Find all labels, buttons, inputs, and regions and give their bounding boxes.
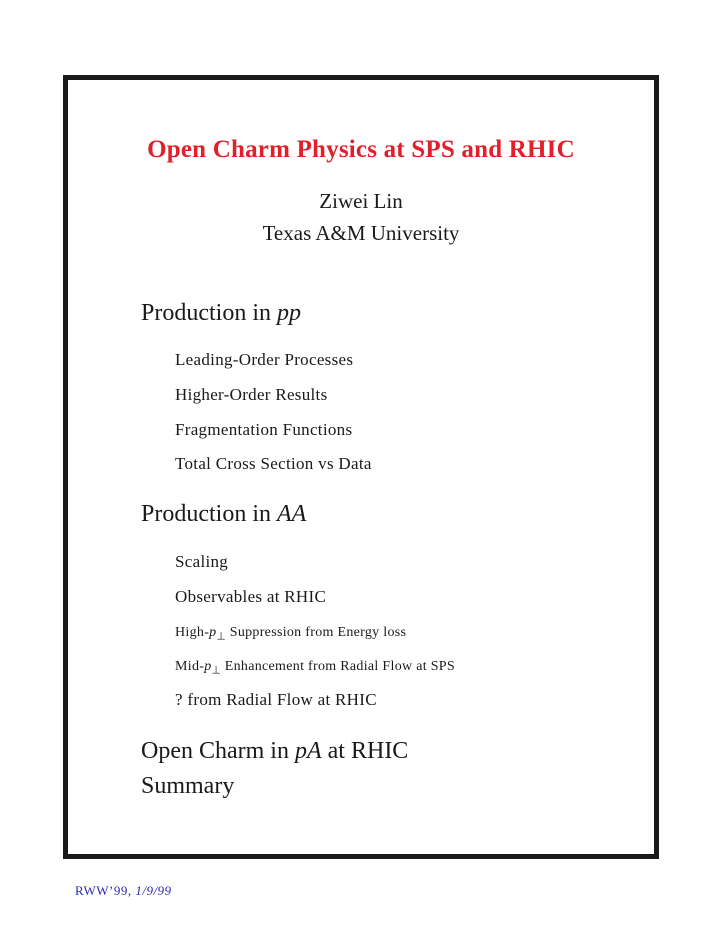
section-label: Production in	[141, 501, 277, 527]
slide-title: Open Charm Physics at SPS and RHIC	[147, 136, 575, 163]
section-heading-pp	[141, 300, 301, 327]
list-item: Fragmentation Functions	[175, 420, 353, 439]
slide-footer	[75, 883, 172, 899]
author-name: Ziwei Lin	[319, 189, 403, 213]
list-item: Scaling	[175, 552, 229, 571]
slide-frame	[63, 75, 659, 859]
list-item: Leading-Order Processes	[175, 350, 354, 369]
section-label: Production in	[141, 300, 277, 326]
item-prefix: High-	[175, 625, 210, 640]
item-prefix: Mid-	[175, 659, 205, 674]
section-heading-aa	[141, 501, 306, 528]
section-math: pp	[277, 300, 301, 326]
footer-conference: RWW’99,	[75, 883, 136, 898]
list-item: Observables at RHIC	[175, 587, 327, 606]
section-label-suffix: at RHIC	[321, 738, 409, 764]
item-subscript: ⊥	[211, 665, 221, 677]
list-item: Total Cross Section vs Data	[175, 454, 372, 473]
item-text: Suppression from Energy loss	[225, 625, 407, 640]
list-item	[175, 659, 455, 677]
section-heading-summary: Summary	[141, 773, 235, 799]
list-item: ? from Radial Flow at RHIC	[175, 690, 377, 709]
item-math: p	[209, 625, 217, 640]
section-label: Open Charm in	[141, 738, 295, 764]
section-heading-pa	[141, 738, 408, 765]
footer-date: 1/9/99	[135, 883, 172, 898]
section-math: AA	[277, 501, 307, 527]
list-item	[175, 625, 406, 643]
item-text: Enhancement from Radial Flow at SPS	[220, 659, 455, 674]
author-affiliation: Texas A&M University	[262, 221, 460, 245]
section-math: pA	[294, 738, 322, 764]
author-block	[68, 185, 654, 249]
list-item: Higher-Order Results	[175, 385, 328, 404]
item-subscript: ⊥	[216, 631, 226, 643]
item-math: p	[204, 659, 212, 674]
